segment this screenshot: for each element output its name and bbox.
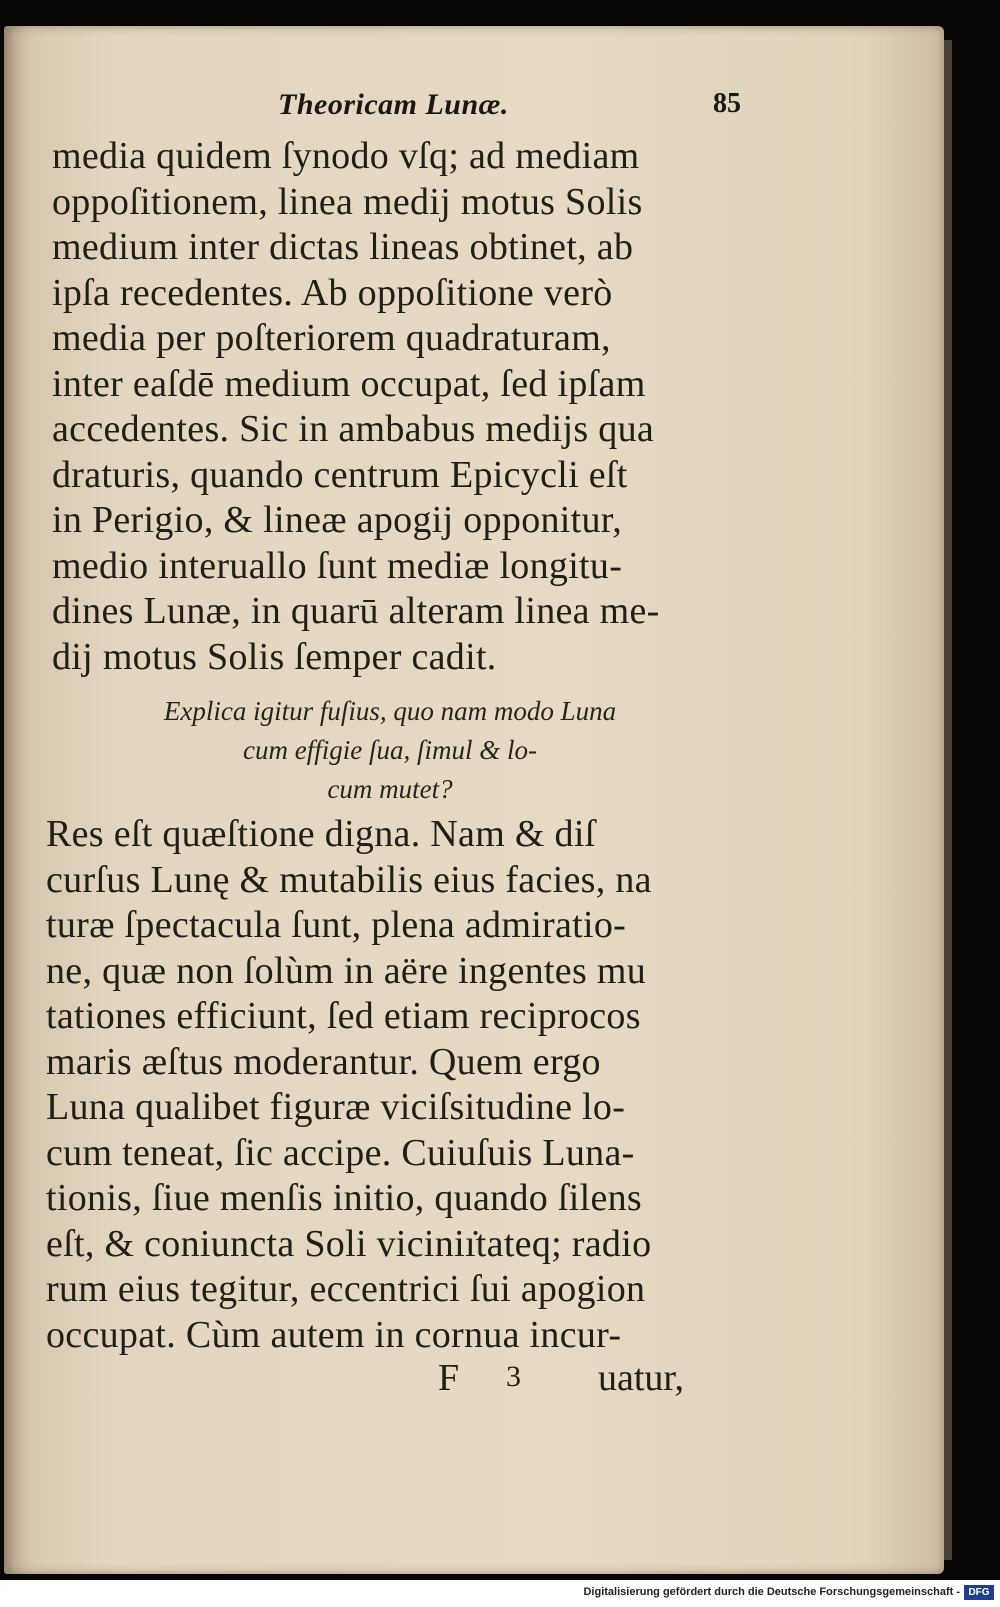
text-line: media quidem ſynodo vſq; ad mediam xyxy=(52,135,640,177)
text-line: medio interuallo ſunt mediæ longitu- xyxy=(52,544,623,587)
text-line: turæ ſpectacula ſunt, plena admiratio- xyxy=(46,904,627,946)
page-edge xyxy=(944,40,952,1560)
catchword: uatur, xyxy=(598,1357,685,1399)
text-line: cum teneat, ſic accipe. Cuiuſuis Luna- xyxy=(46,1131,635,1174)
running-title: Theoricam Lunæ. xyxy=(278,88,509,121)
text-line: medium inter dictas lineas obtinet, ab xyxy=(52,226,634,268)
text-line: draturis, quando centrum Epicycli eſt xyxy=(52,453,628,496)
question-heading xyxy=(100,692,680,809)
text-line: maris æſtus moderantur. Quem ergo xyxy=(46,1040,601,1083)
text-line: accedentes. Sic in ambabus medijs qua xyxy=(52,408,655,450)
heading-line: cum effigie ſua, ſimul & lo- xyxy=(243,735,537,765)
text-line: tionis, ſiue menſis initio, quando ſilens xyxy=(46,1177,642,1219)
text-line: inter eaſdē medium occupat, ſed ipſam xyxy=(52,362,646,405)
signature-mark: F xyxy=(438,1357,460,1399)
text-line: curſus Lunę & mutabilis eius facies, na xyxy=(46,858,652,901)
body-paragraph-1 xyxy=(52,134,742,680)
text-line: eſt, & coniuncta Soli viciniı̇tateq; radio xyxy=(46,1222,652,1265)
funding-credit: Digitalisierung gefördert durch die Deutsche Forschungsgemeinschaft - xyxy=(583,1586,960,1598)
running-head xyxy=(250,88,750,128)
text-line: dij motus Solis ſemper cadit. xyxy=(52,635,497,678)
catchline xyxy=(438,1356,738,1402)
text-line: occupat. Cùm autem in cornua incur- xyxy=(46,1313,622,1356)
signature-number: 3 xyxy=(506,1360,521,1393)
text-line: Luna qualibet figuræ viciſsitudine lo- xyxy=(46,1086,626,1128)
text-line: rum eius tegitur, eccentrici ſui apogion xyxy=(46,1268,646,1310)
text-line: dines Lunæ, in quarū alteram linea me- xyxy=(52,590,660,632)
text-line: in Perigio, & lineæ apogij opponitur, xyxy=(52,499,623,541)
text-line: tationes efficiunt, ſed etiam reciprocos xyxy=(46,995,641,1037)
text-line: oppoſitionem, linea medij motus Solis xyxy=(52,180,643,223)
dfg-logo: DFG xyxy=(964,1585,994,1600)
footer-bar xyxy=(0,1580,1000,1607)
text-line: Res eſt quæſtione digna. Nam & diſ xyxy=(46,813,596,855)
text-line: media per poſteriorem quadraturam, xyxy=(52,317,611,359)
body-paragraph-2 xyxy=(46,812,746,1358)
heading-line: Explica igitur fuſius, quo nam modo Luna xyxy=(163,696,617,726)
text-line: ipſa recedentes. Ab oppoſitione verò xyxy=(52,271,613,314)
page-number: 85 xyxy=(713,88,741,119)
heading-line: cum mutet? xyxy=(327,774,453,804)
text-line: ne, quæ non ſolùm in aëre ingentes mu xyxy=(46,949,646,992)
